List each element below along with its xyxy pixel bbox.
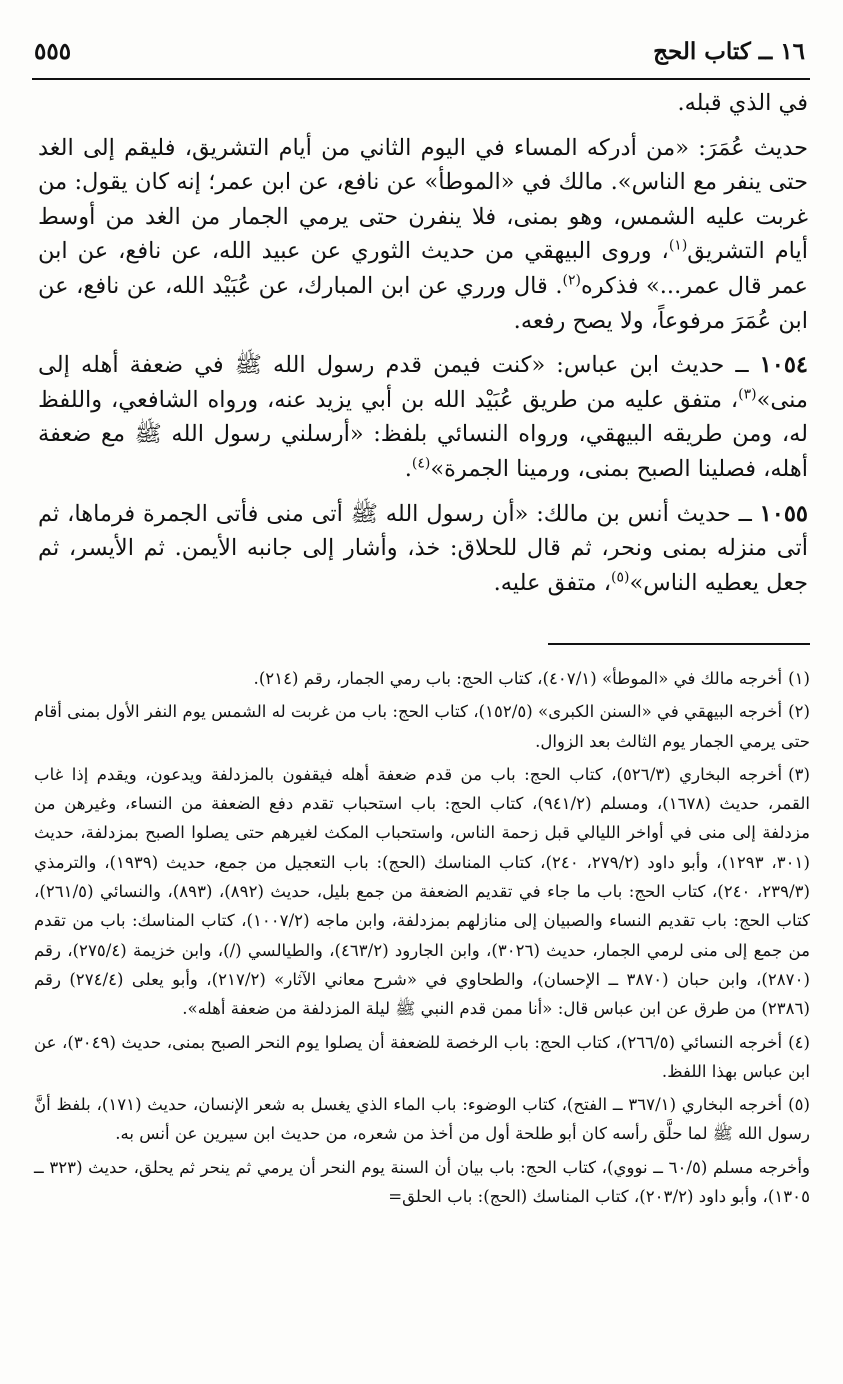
footnote-separator <box>548 643 810 645</box>
footnote <box>34 664 810 693</box>
hadith-1055-paragraph <box>38 497 808 601</box>
main-text <box>38 86 808 600</box>
footnote <box>34 1090 810 1149</box>
footnote-text: وأخرجه مسلم (٦٠/٥ ــ نووي)، كتاب الحج: باب بيان أن السنة يوم النحر أن يرمي ثم ينحر ثم يحلق، حديث (٣٢٣ ــ ١٣٠٥)، وأبو داود (٢٠٣/٢)، كتاب المناسك (الحج): باب الحلق= <box>34 1157 811 1207</box>
footnote-text: أخرجه النسائي (٢٦٦/٥)، كتاب الحج: باب الرخصة للضعفة أن يصلوا يوم النحر الصبح بمنى، حديث (٣٠٤٩)، عن ابن عباس بهذا اللفظ. <box>34 1032 810 1081</box>
footnote-mark: (٣) <box>788 764 810 784</box>
page-number: ٥٥٥ <box>34 38 72 65</box>
paragraph-text: ، وروى البيهقي من حديث الثوري عن عبيد الله، عن نافع، عن ابن عمر قال عمر...» فذكره <box>38 238 808 299</box>
paragraph-text: ــ حديث ابن عباس: «كنت فيمن قدم رسول الله ﷺ في ضعفة أهله إلى منى» <box>38 352 808 413</box>
footnote-text: أخرجه البخاري (٥٢٦/٣)، كتاب الحج: باب من قدم ضعفة أهله فيقفون بالمزدلفة ويدعون، ويقدم إذا غاب القمر، حديث (١٦٧٨)، ومسلم (٩٤١/٢)، كتاب الحج: باب استحباب تقدم دفع الضعفة من النساء، وغيرهن من مزدلفة إلى منى في أواخر الليالي قبل زحمة الناس، واستحباب المكث لغيرهم حتى يصلوا الصبح بمزدلفة، حديث (٣٠١، ١٢٩٣)، وأبو داود (٢٧٩/٢، ٢٤٠)، كتاب المناسك (الحج): باب التعجيل من جمع، حديث (١٩٣٩)، والترمذي (٢٣٩/٣، ٢٤٠)، كتاب الحج: باب ما جاء في تقديم الضعفة من جمع بليل، حديث (٨٩٢)، (٨٩٣)، والنسائي (٢٦١/٥)، كتاب الحج: باب تقديم النساء والصبيان إلى منازلهم بمزدلفة، وابن ماجه (١٠٠٧/٢)، كتاب المناسك: باب من تقدم من جمع إلى منى لرمي الجمار، حديث (٣٠٢٦)، وابن الجارود (٤٦٣/٢)، والطيالسي (/)، وابن خزيمة (٢٧٥/٤)، رقم (٢٨٧٠)، وابن حبان (٣٨٧٠ ــ الإحسان)، والطحاوي في «شرح معاني الآثار» (٢١٧/٢)، وأبو يعلى (٢٧٤/٤) رقم (٢٣٨٦) من طرق عن ابن عباس قال: «أنا ممن قدم النبي ﷺ ليلة المزدلفة من ضعفة أهله». <box>34 764 811 1019</box>
footnote-mark: (٢) <box>788 702 810 722</box>
footnote-text: أخرجه البيهقي في «السنن الكبرى» (١٥٢/٥)، كتاب الحج: باب من غربت له الشمس يوم النفر الأول بمنى أقام حتى يرمي الجمار يوم الثالث بعد الزوال. <box>34 702 810 751</box>
footnote-ref-1[interactable]: (١) <box>668 237 688 254</box>
running-title: ١٦ ــ كتاب الحج <box>653 38 805 65</box>
continuation-line <box>38 86 808 121</box>
footnote-mark: (١) <box>788 669 810 688</box>
footnote-mark: (٥) <box>788 1095 810 1115</box>
paragraph-text: ، متفق عليه. <box>493 569 611 596</box>
footnotes <box>34 660 810 1211</box>
footnote-ref-4[interactable]: (٤) <box>411 455 431 472</box>
footnote <box>34 760 810 1024</box>
footnote <box>34 1028 810 1087</box>
footnote-ref-5[interactable]: (٥) <box>611 569 630 586</box>
footnote-ref-3[interactable]: (٣) <box>738 386 757 403</box>
paragraph-text: . <box>404 455 412 482</box>
footnote <box>34 697 810 756</box>
header-rule <box>32 78 810 80</box>
paragraph-text: ، متفق عليه من طريق عُبَيْد الله بن أبي يزيد عنه، ورواه الشافعي، واللفظ له، ومن طريقه البيهقي، ورواه النسائي بلفظ: «أرسلني رسول الله ﷺ مع ضعفة أهله، فصلينا الصبح بمنى، ورمينا الجمرة» <box>38 386 808 482</box>
hadith-number: ١٠٥٤ <box>759 352 808 379</box>
footnote-text: أخرجه البخاري (٣٦٧/١ ــ الفتح)، كتاب الوضوء: باب الماء الذي يغسل به شعر الإنسان، حديث (١٧١)، بلفظ أنَّ رسول الله ﷺ لما حلَّق رأسه كان أبو طلحة أول من أخذ من شعره، من حديث ابن سيرين عن أنس به. <box>34 1095 810 1144</box>
paragraph-text: . قال ورري عن ابن المبارك، عن عُبَيْد الله، عن نافع، عن ابن عُمَرَ مرفوعاً، ولا يصح رفعه. <box>38 272 808 334</box>
footnote-continuation <box>34 1153 810 1212</box>
footnote-text: أخرجه مالك في «الموطأ» (٤٠٧/١)، كتاب الحج: باب رمي الجمار، رقم (٢١٤). <box>253 669 783 688</box>
continuation-text: في الذي قبله. <box>677 90 808 116</box>
hadith-number: ١٠٥٥ <box>759 500 808 527</box>
umar-hadith-paragraph <box>38 131 808 339</box>
footnote-ref-2[interactable]: (٢) <box>562 272 581 289</box>
footnote-mark: (٤) <box>788 1032 810 1052</box>
hadith-1054-paragraph <box>38 348 808 486</box>
paragraph-text: ــ حديث أنس بن مالك: «أن رسول الله ﷺ أتى منى فأتى الجمرة فرماها، ثم أتى منزله بمنى ونحر، ثم قال للحلاق: خذ، وأشار إلى جانبه الأيمن. ثم الأيسر، ثم جعل يعطيه الناس» <box>38 500 808 596</box>
paragraph-text: حديث عُمَرَ: «من أدركه المساء في اليوم الثاني من أيام التشريق، فليقم إلى الغد حتى ينفر مع الناس». مالك في «الموطأ» عن نافع، عن ابن عمر؛ إنه كان يقول: من غربت عليه الشمس، وهو بمنى، فلا ينفرن حتى يرمي الجمار من الغد من أوسط أيام التشريق <box>38 134 808 265</box>
